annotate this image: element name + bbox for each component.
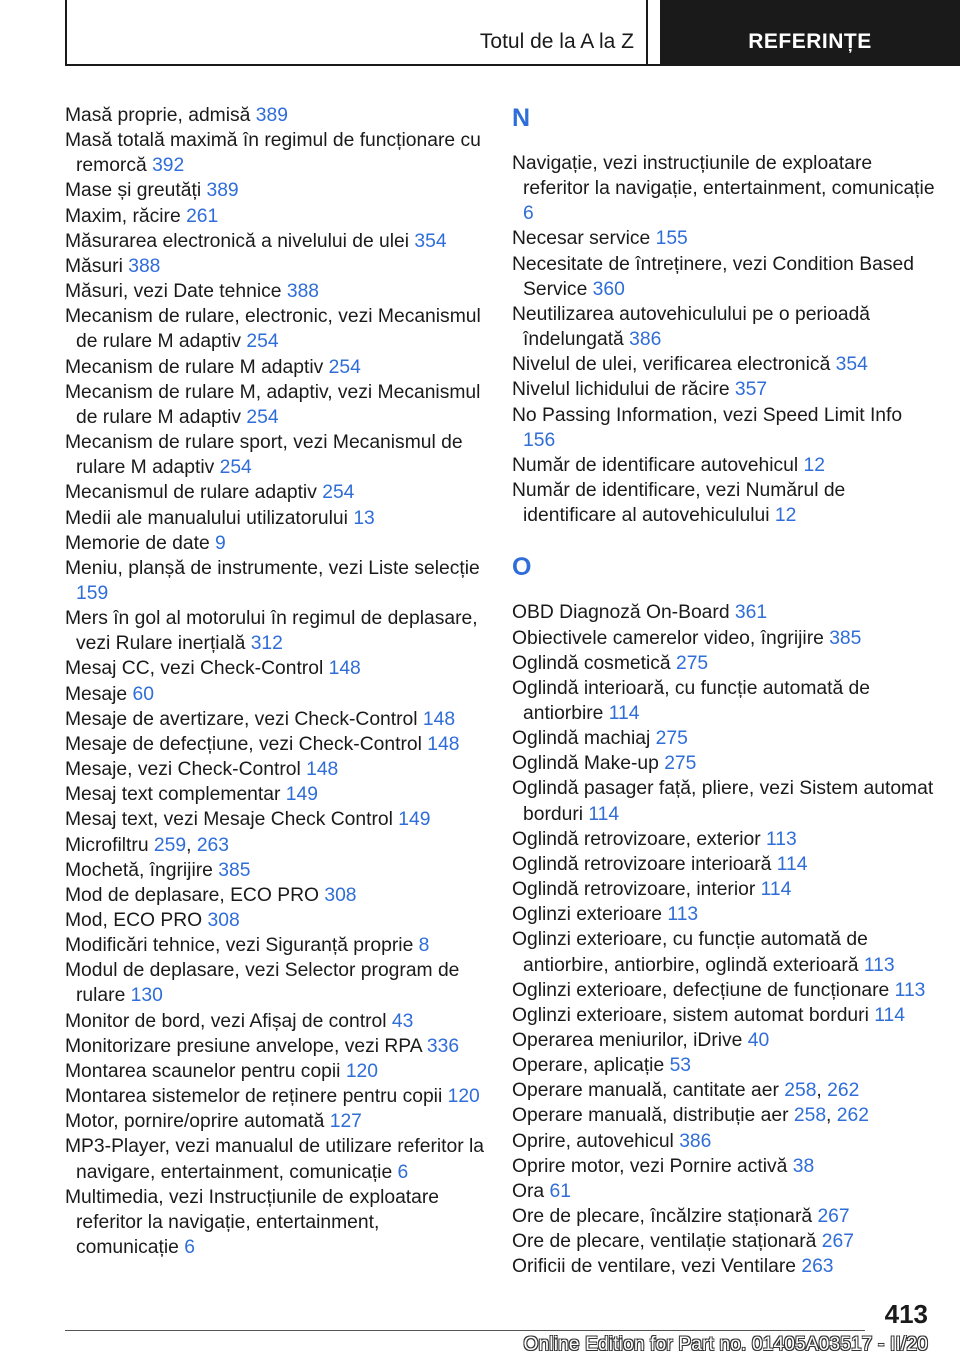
page-reference-link[interactable]: 254 — [219, 457, 252, 479]
index-entry-text: Modificări tehnice, vezi Siguranță proprie — [65, 935, 414, 957]
index-entry — [512, 726, 937, 751]
index-entry — [65, 279, 485, 304]
index-entry-text: Mesaje — [65, 683, 128, 705]
index-entry-text: Mod de deplasare, ECO PRO — [65, 884, 319, 906]
index-entry-text: Măsurarea electronică a nivelului de ulei — [65, 230, 410, 252]
page-reference-link[interactable]: 61 — [549, 1180, 571, 1202]
index-entry — [512, 751, 937, 776]
page-reference-link[interactable]: 267 — [821, 1231, 854, 1253]
index-entry-text: Monitor de bord, vezi Afișaj de control — [65, 1010, 387, 1032]
index-entry-text: Masă proprie, admisă — [65, 105, 251, 126]
index-entry — [512, 252, 937, 302]
index-entry — [65, 1185, 485, 1260]
page-reference-link[interactable]: 12 — [803, 454, 825, 476]
index-entry-text: Mesaj CC, vezi Check-Control — [65, 658, 324, 680]
page-reference-link[interactable]: 114 — [760, 879, 792, 901]
index-entry — [65, 933, 485, 958]
page-reference-link[interactable]: 156 — [523, 429, 556, 451]
index-entry-text: Nivelul lichidului de răcire — [512, 379, 730, 401]
index-entry-text: Operare manuală, cantitate aer — [512, 1080, 779, 1102]
page-reference-link[interactable]: 308 — [324, 884, 357, 906]
index-entry: Microfiltru 259, 263 — [65, 834, 229, 856]
index-entry — [512, 626, 937, 651]
index-entry — [512, 478, 937, 528]
index-entry — [512, 1003, 937, 1028]
page-reference-link[interactable]: 38 — [792, 1155, 815, 1177]
page-reference-link[interactable]: 113 — [667, 904, 699, 926]
page-reference-link[interactable]: 149 — [398, 809, 431, 831]
section-title: Totul de la A la Z — [479, 30, 634, 53]
index-entry-text: Montarea sistemelor de reținere pentru copii — [65, 1086, 443, 1108]
index-entry-text: Ore de plecare, încălzire staționară — [512, 1206, 813, 1228]
page-reference-link[interactable]: 262 — [827, 1080, 860, 1102]
page-reference-link[interactable]: 40 — [747, 1030, 770, 1051]
index-entry — [512, 852, 937, 877]
index-entry-text: Obiectivele camerelor video, îngrijire — [512, 627, 824, 649]
page-number: 413 — [884, 1299, 928, 1329]
page-reference-link[interactable]: 12 — [774, 505, 797, 527]
index-entry — [512, 1053, 937, 1078]
index-entry-text: Oglinzi exterioare, sistem automat borduri — [512, 1004, 869, 1026]
index-entry — [512, 377, 937, 402]
index-entry — [65, 757, 485, 782]
index-entry-text: Operare manuală, distribuție aer — [512, 1105, 789, 1127]
page-reference-link[interactable]: 275 — [664, 753, 697, 775]
index-entry-text: Nivelul de ulei, verificarea electronică — [512, 354, 831, 376]
index-entry-text: Mesaje, vezi Check-Control — [65, 759, 301, 781]
index-entry — [512, 226, 937, 251]
page-reference-link[interactable]: 130 — [130, 985, 163, 1007]
index-entry — [65, 883, 485, 908]
index-entry — [65, 682, 485, 707]
index-entry — [512, 403, 937, 453]
index-entry — [512, 151, 937, 226]
page-reference-link[interactable]: 113 — [765, 828, 797, 850]
index-entry-text: No Passing Information, vezi Speed Limit Info — [512, 404, 903, 426]
page-reference-link[interactable]: 6 — [184, 1237, 195, 1259]
index-entry — [512, 902, 937, 927]
index-entry — [65, 1134, 485, 1184]
page-reference-link[interactable]: 258 — [793, 1105, 827, 1127]
index-entry-text: Medii ale manualului utilizatorului — [65, 507, 348, 529]
index-entry — [512, 827, 937, 852]
page-reference-link[interactable]: 8 — [418, 935, 430, 957]
index-entry — [512, 1129, 937, 1154]
index-entry-text: Microfiltru — [65, 834, 149, 856]
index-entry-text: Oprire motor, vezi Pornire activă — [512, 1155, 788, 1177]
index-entry-text: Oglinzi exterioare — [512, 904, 663, 926]
index-entry — [65, 958, 485, 1008]
index-entry-text: Multimedia, vezi Instrucțiunile de exploatare referitor la navigație, entertainment, comunicație — [65, 1186, 440, 1259]
index-entry — [512, 600, 937, 625]
index-entry — [512, 453, 937, 478]
index-entry — [65, 480, 485, 505]
page-reference-link[interactable]: 159 — [76, 582, 109, 604]
page-reference-link[interactable]: 275 — [655, 728, 688, 750]
index-entry-text: Necesar service — [512, 228, 651, 250]
index-entry-text: Ora — [512, 1180, 545, 1202]
index-entry-text: Masă totală maximă în regimul de funcționare cu remorcă — [65, 130, 481, 177]
page-reference-link[interactable]: 120 — [447, 1086, 480, 1108]
page-reference-link[interactable]: 254 — [322, 482, 355, 504]
index-entry — [65, 1109, 485, 1134]
index-entry-text: Motor, pornire/oprire automată — [65, 1111, 325, 1133]
index-entry-text: Mecanism de rulare M adaptiv — [65, 356, 324, 378]
index-entry-text: Neutilizarea autovehiculului pe o perioadă îndelungată — [512, 303, 871, 351]
index-entry-text: Măsuri, vezi Date tehnice — [65, 281, 282, 303]
page-reference-link[interactable]: 60 — [132, 683, 154, 705]
page-reference-link[interactable]: 120 — [345, 1060, 378, 1082]
index-entry-text: Necesitate de întreținere, vezi Condition Based Service — [512, 253, 914, 300]
page-reference-link[interactable]: 149 — [285, 784, 318, 806]
index-entry-text: Mod, ECO PRO — [65, 910, 203, 931]
page-reference-link[interactable]: 127 — [329, 1111, 362, 1133]
index-entry — [65, 178, 485, 203]
page-reference-link[interactable]: 261 — [186, 205, 219, 227]
index-entry — [65, 908, 485, 933]
index-entry-text: Oglindă machiaj — [512, 728, 651, 750]
page-reference-link[interactable]: 114 — [588, 803, 620, 825]
page-reference-link[interactable]: 53 — [669, 1055, 692, 1077]
index-entry — [65, 380, 485, 430]
index-entry: Operare manuală, distribuție aer 258, 262 — [512, 1105, 869, 1127]
page-reference-link[interactable]: 361 — [734, 602, 768, 624]
index-entry-text: Număr de identificare, vezi Numărul de identificare al autovehiculului — [512, 480, 846, 527]
page-reference-link[interactable]: 148 — [306, 759, 339, 781]
chapter-tab — [660, 0, 960, 65]
index-entry — [512, 676, 937, 726]
header-rule — [65, 64, 960, 66]
index-entry-text: Mecanism de rulare, electronic, vezi Mecanismul de rulare M adaptiv — [65, 306, 481, 353]
page-reference-link[interactable]: 13 — [353, 507, 375, 529]
page-reference-link[interactable]: 312 — [250, 633, 283, 655]
page-reference-link[interactable]: 385 — [218, 859, 251, 881]
index-entry — [512, 302, 937, 352]
page-reference-link[interactable]: 386 — [679, 1130, 712, 1152]
index-entry-text: Monitorizare presiune anvelope, vezi RPA — [65, 1035, 422, 1057]
chapter-title: REFERINȚE — [748, 30, 872, 53]
page-reference-link[interactable]: 389 — [206, 180, 239, 202]
index-entry-text: Mesaj text complementar — [65, 784, 281, 806]
page-reference-link[interactable]: 308 — [207, 910, 240, 931]
index-entry — [512, 1179, 937, 1204]
index-entry — [512, 1028, 937, 1053]
index-entry-text: Meniu, planșă de instrumente, vezi Liste selecție — [65, 557, 480, 579]
index-entry — [65, 430, 485, 480]
index-entry — [65, 858, 485, 883]
page-reference-link[interactable]: 113 — [863, 954, 895, 976]
index-entry-text: Oglindă retrovizoare, interior — [512, 879, 756, 901]
index-column-left — [65, 103, 485, 1260]
page-reference-link[interactable]: 336 — [426, 1035, 460, 1057]
index-entry: Operare manuală, cantitate aer 258, 262 — [512, 1080, 860, 1102]
index-entry — [512, 877, 937, 902]
page-reference-link[interactable]: 267 — [817, 1206, 850, 1228]
page-reference-link[interactable]: 392 — [152, 155, 185, 177]
index-entry-text: Ore de plecare, ventilație staționară — [512, 1231, 817, 1253]
page-reference-link[interactable]: 113 — [894, 979, 926, 1001]
index-entry-text: OBD Diagnoză On-Board — [512, 602, 730, 624]
page-reference-link[interactable]: 388 — [128, 255, 161, 277]
index-entry — [65, 103, 485, 128]
page-reference-link[interactable]: 6 — [523, 203, 534, 225]
index-entry — [65, 556, 485, 606]
page-reference-link[interactable]: 263 — [801, 1256, 834, 1278]
page-reference-link[interactable]: 114 — [608, 702, 640, 724]
index-entry-text: Maxim, răcire — [65, 205, 181, 227]
index-entry — [65, 355, 485, 380]
index-entry — [65, 732, 485, 757]
index-entry — [65, 1034, 485, 1059]
index-entry-text: Memorie de date — [65, 532, 210, 554]
index-entry — [65, 531, 485, 556]
index-entry-text: Oglinzi exterioare, cu funcție automată de antiorbire, antiorbire, oglindă exterioară — [512, 929, 868, 976]
index-entry-text: Mesaje de defecțiune, vezi Check-Control — [65, 733, 422, 755]
page-reference-link[interactable]: 6 — [397, 1161, 409, 1183]
index-entry-text: Mesaje de avertizare, vezi Check-Control — [65, 708, 418, 730]
page-reference-link[interactable]: 388 — [286, 281, 320, 303]
page-reference-link[interactable]: 357 — [734, 379, 768, 401]
section-tab — [65, 0, 648, 65]
index-entry — [65, 506, 485, 531]
footer-edition: Online Edition for Part no. 01405A03517 - II/20 — [523, 1334, 928, 1355]
index-entry — [65, 1084, 485, 1109]
page-reference-link[interactable]: 155 — [655, 228, 688, 250]
page-reference-link[interactable]: 148 — [328, 658, 361, 680]
index-entry-text: Operare, aplicație — [512, 1055, 665, 1077]
page-reference-link[interactable]: 148 — [427, 733, 460, 755]
index-entry — [512, 927, 937, 977]
page-reference-link[interactable]: 114 — [776, 853, 808, 875]
index-entry — [512, 1204, 937, 1229]
page-reference-link[interactable]: 254 — [246, 331, 279, 353]
page-reference-link[interactable]: 386 — [629, 329, 662, 351]
index-entry — [512, 352, 937, 377]
index-entry — [65, 807, 485, 832]
index-entry-text: Număr de identificare autovehicul — [512, 454, 799, 476]
index-entry-text: Mecanism de rulare M, adaptiv, vezi Mecanismul de rulare M adaptiv — [65, 381, 481, 428]
index-entry — [512, 651, 937, 676]
footer-rule — [65, 1330, 865, 1331]
page-reference-link[interactable]: 262 — [836, 1105, 869, 1127]
page-reference-link[interactable]: 263 — [196, 834, 229, 856]
index-entry-text: Oglindă pasager față, pliere, vezi Sistem automat borduri — [512, 778, 934, 825]
index-entry-text: Mase și greutăți — [65, 180, 202, 202]
index-entry — [65, 606, 485, 656]
page-reference-link[interactable]: 254 — [246, 406, 279, 428]
page-reference-link[interactable]: 275 — [675, 652, 709, 674]
index-entry — [65, 1009, 485, 1034]
index-entry — [65, 782, 485, 807]
page-reference-link[interactable]: 385 — [829, 627, 862, 649]
index-entry-text: Mecanism de rulare sport, vezi Mecanismul de rulare M adaptiv — [65, 432, 463, 479]
page-reference-link[interactable]: 354 — [835, 354, 868, 376]
index-entry — [65, 204, 485, 229]
index-entry — [65, 656, 485, 681]
index-entry-text: Oglinzi exterioare, defecțiune de funcționare — [512, 979, 890, 1001]
index-entry — [512, 1154, 937, 1179]
index-entry-text: Navigație, vezi instrucțiunile de exploatare referitor la navigație, entertainment, comunicație — [512, 153, 935, 200]
page-reference-link[interactable]: 258 — [784, 1080, 817, 1102]
index-entry — [65, 128, 485, 178]
index-entry-text: Mecanismul de rulare adaptiv — [65, 482, 317, 504]
index-entry-text: Oglindă cosmetică — [512, 652, 671, 674]
index-entry-text: Oglindă retrovizoare, exterior — [512, 828, 761, 850]
index-column-right — [512, 103, 937, 1280]
index-entry-text: Oprire, autovehicul — [512, 1130, 674, 1152]
page-reference-link[interactable]: 259 — [153, 834, 187, 856]
index-entry-text: Operarea meniurilor, iDrive — [512, 1030, 743, 1051]
index-letter-heading: O — [512, 553, 532, 582]
index-entry-text: Mesaj text, vezi Mesaje Check Control — [65, 809, 393, 831]
index-entry — [65, 254, 485, 279]
index-entry-text: Mochetă, îngrijire — [65, 859, 213, 881]
index-entry — [512, 776, 937, 826]
page-reference-link[interactable]: 9 — [215, 532, 226, 554]
index-entry — [65, 1059, 485, 1084]
index-entry-text: Montarea scaunelor pentru copii — [65, 1060, 341, 1082]
index-entry — [512, 1229, 937, 1254]
index-entry-text: Oglindă interioară, cu funcție automată de antiorbire — [512, 677, 870, 724]
page-reference-link[interactable]: 389 — [255, 105, 288, 126]
index-entry — [65, 304, 485, 354]
page-reference-link[interactable]: 114 — [874, 1004, 905, 1026]
index-entry-text: MP3-Player, vezi manualul de utilizare referitor la navigare, entertainment, comunicație — [65, 1136, 485, 1183]
page-reference-link[interactable]: 354 — [414, 230, 447, 252]
index-entry — [512, 1254, 937, 1279]
index-entry-text: Modul de deplasare, vezi Selector program de rulare — [65, 960, 460, 1007]
page-reference-link[interactable]: 43 — [391, 1010, 414, 1032]
page-reference-link[interactable]: 254 — [328, 356, 361, 378]
index-letter-heading: N — [512, 104, 531, 132]
index-entry — [65, 229, 485, 254]
index-entry — [512, 978, 937, 1003]
index-entry-text: Orificii de ventilare, vezi Ventilare — [512, 1256, 796, 1278]
page-reference-link[interactable]: 360 — [592, 278, 625, 300]
index-entry — [65, 707, 485, 732]
index-entry-text: Mers în gol al motorului în regimul de deplasare, vezi Rulare inerțială — [65, 608, 478, 655]
index-entry-text: Măsuri — [65, 255, 123, 277]
index-entry-text: Oglindă retrovizoare interioară — [512, 853, 772, 875]
index-entry-text: Oglindă Make-up — [512, 753, 659, 775]
page-reference-link[interactable]: 148 — [422, 708, 456, 730]
